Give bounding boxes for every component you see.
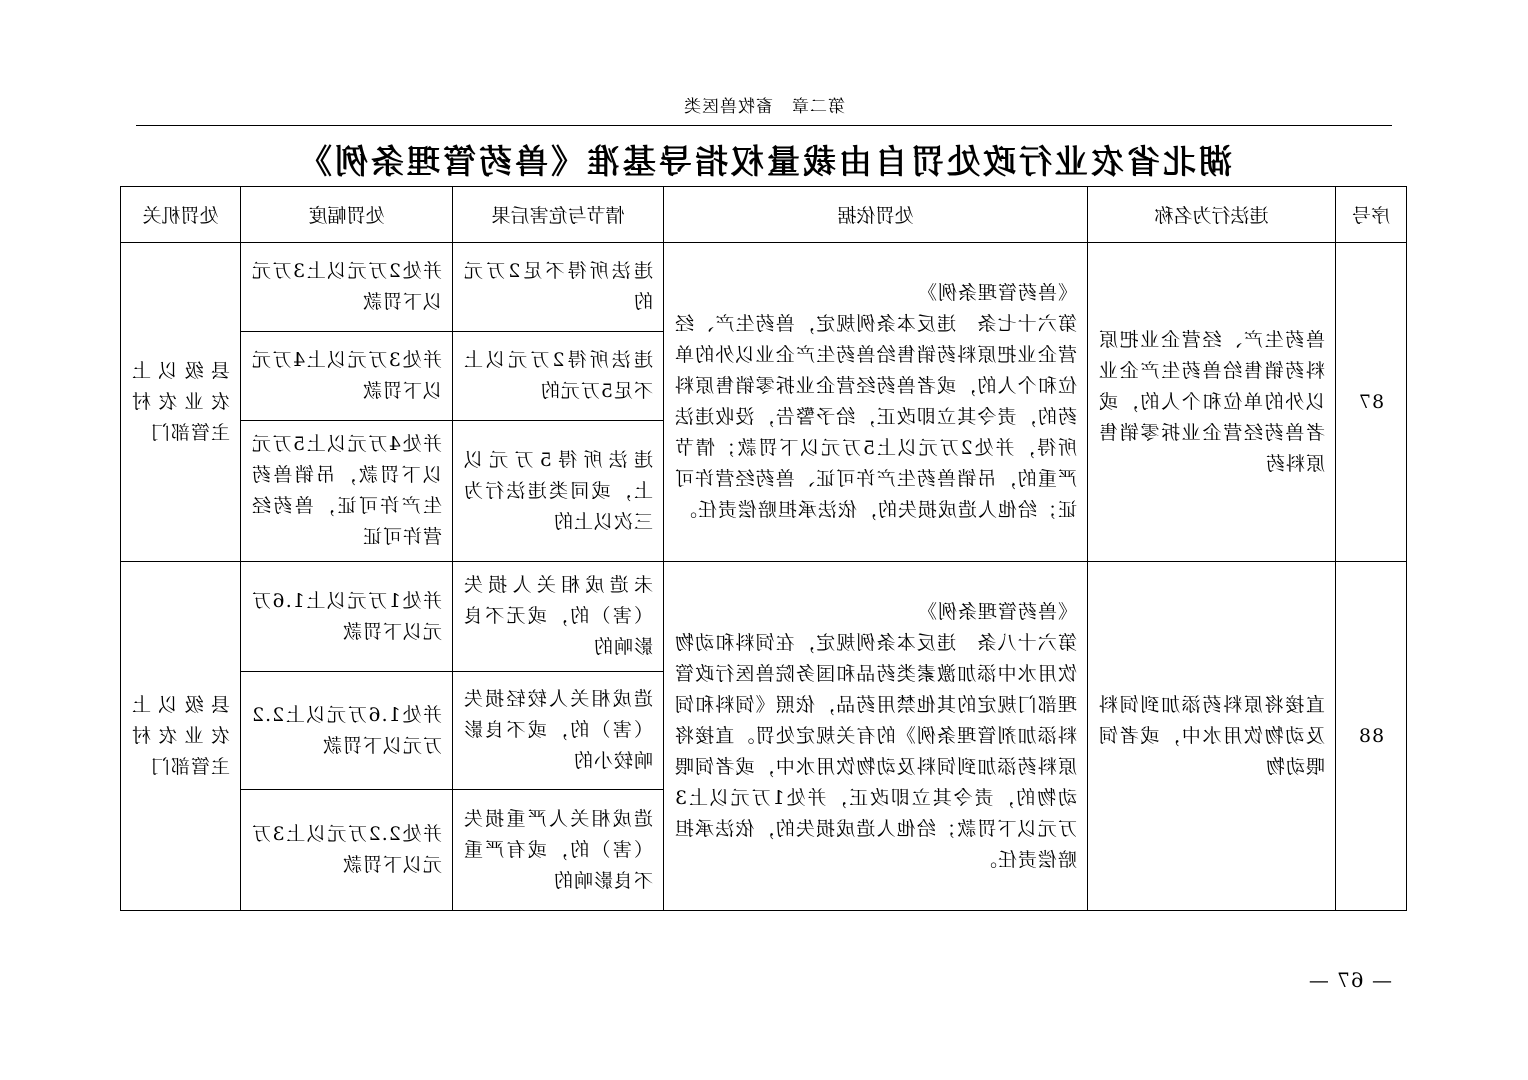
violation-name: 直接将原料药添加到饲料及动物饮用水中，或者饲喂动物 bbox=[1088, 562, 1336, 911]
legal-basis: 《兽药管理条例》 第六十八条 违反本条例规定，在饲料和动物饮用水中添加激素类药品和国务院兽医行政管理部门规定的其他禁用药品，依照《饲料和饲料添加剂管理条例》的有关规定处罚。直接将原料药添加到饲料及动物饮用水中，或者饲喂动物的，责令其立即改正，并处1万元以上3万元以下罚款；给他人造成损失的，依法承担赔偿责任。 bbox=[664, 562, 1088, 911]
circumstance: 造成相关人严重损失（害）的，或有严重不良影响的 bbox=[453, 790, 664, 911]
circumstance: 违法所得不足2万元的 bbox=[453, 243, 664, 332]
penalty-authority: 县级以上农业农村主管部门 bbox=[121, 562, 241, 911]
penalty-range: 并处4万元以上5万元以下罚款，吊销兽药生产许可证，兽药经营许可证 bbox=[241, 421, 453, 562]
page-number: — 67 — bbox=[1307, 968, 1392, 992]
penalty-range: 并处1.6万元以上2.2万元以下罚款 bbox=[241, 672, 453, 790]
penalty-range: 并处2万元以上3万元以下罚款 bbox=[241, 243, 453, 332]
entry-index: 88 bbox=[1336, 562, 1407, 911]
violation-name: 兽药生产、经营企业把原料药销售给兽药生产企业以外的单位和个人的，或者兽药经营企业拆零销售原料药 bbox=[1088, 243, 1336, 562]
penalty-table bbox=[120, 186, 1407, 911]
column-header-violation: 违法行为名称 bbox=[1088, 187, 1336, 243]
header-divider bbox=[136, 125, 1392, 126]
column-header-legal-basis: 处罚依据 bbox=[664, 187, 1088, 243]
running-header: 第二章 畜牧兽医类 bbox=[683, 97, 845, 117]
table-header-row bbox=[121, 187, 1407, 243]
entry-index: 87 bbox=[1336, 243, 1407, 562]
page-title: 湖北省农业行政处罚自由裁量权指导基准《兽药管理条例》 bbox=[296, 142, 1232, 181]
circumstance: 造成相关人较轻损失（害）的，或不良影响较小的 bbox=[453, 672, 664, 790]
table-row bbox=[121, 562, 1407, 672]
penalty-range: 并处3万元以上4万元以下罚款 bbox=[241, 332, 453, 421]
penalty-range: 并处2.2万元以上3万元以下罚款 bbox=[241, 790, 453, 911]
legal-basis: 《兽药管理条例》 第六十七条 违反本条例规定，兽药生产、经营企业把原料药销售给兽药生产企业以外的单位和个人的，或者兽药经营企业拆零销售原料药的，责令其立即改正，给予警告，没收违法所得，并处2万元以上5万元以下罚款；情节严重的，吊销兽药生产许可证、兽药经营许可证；给他人造成损失的，依法承担赔偿责任。 bbox=[664, 243, 1088, 562]
circumstance: 违法所得5万元以上，或同类违法行为三次以上的 bbox=[453, 421, 664, 562]
column-header-circumstance: 情节与危害后果 bbox=[453, 187, 664, 243]
column-header-penalty: 处罚幅度 bbox=[241, 187, 453, 243]
circumstance: 违法所得2万元以上不足5万元的 bbox=[453, 332, 664, 421]
circumstance: 未造成相关人损失（害）的，或无不良影响的 bbox=[453, 562, 664, 672]
penalty-range: 并处1万元以上1.6万元以下罚款 bbox=[241, 562, 453, 672]
column-header-authority: 处罚机关 bbox=[121, 187, 241, 243]
penalty-authority: 县级以上农业农村主管部门 bbox=[121, 243, 241, 562]
table-row bbox=[121, 243, 1407, 332]
column-header-index: 序号 bbox=[1336, 187, 1407, 243]
